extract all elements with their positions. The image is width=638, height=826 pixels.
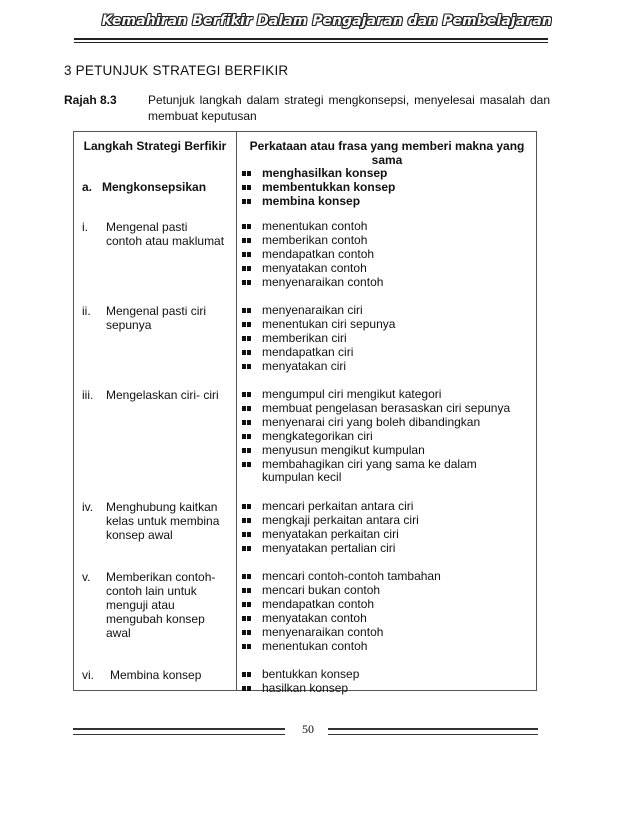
bullet-icon — [242, 322, 251, 328]
bullet-icon — [242, 336, 251, 342]
phrase-item — [242, 360, 395, 374]
phrase-item — [242, 570, 441, 584]
page-number: 50 — [302, 722, 314, 736]
bullet-icon — [242, 392, 251, 398]
step-text: Membina konsep — [110, 668, 202, 682]
phrase-item — [242, 332, 395, 346]
step-number: iii. — [82, 388, 94, 402]
phrase-item — [242, 181, 395, 195]
phrase-item — [242, 612, 441, 626]
bullet-icon — [242, 185, 251, 191]
bullet-icon — [242, 266, 251, 272]
step-number: vi. — [82, 668, 94, 682]
phrase-text: menghasilkan konsep — [262, 166, 388, 180]
phrase-item — [242, 626, 441, 640]
phrase-item — [242, 598, 441, 612]
phrase-item — [242, 584, 441, 598]
phrase-item — [242, 304, 395, 318]
phrase-text: menyatakan contoh — [262, 610, 367, 625]
phrase-item — [242, 682, 359, 696]
bullet-icon — [242, 616, 251, 622]
phrase-list — [242, 304, 395, 374]
figure-caption-text: Petunjuk langkah dalam strategi mengkonsepsi, menyelesai masalah dan membuat keputusan — [148, 93, 550, 123]
bullet-icon — [242, 504, 251, 510]
phrase-item — [242, 388, 510, 402]
phrase-text: membahagikan ciri yang sama ke dalam kumpulan kecil — [262, 456, 477, 485]
phrase-text: menyatakan pertalian ciri — [262, 540, 396, 555]
phrase-text: menyatakan ciri — [262, 358, 347, 373]
phrase-text: menentukan contoh — [262, 219, 368, 233]
bullet-icon — [242, 224, 251, 230]
section-heading: 3 PETUNJUK STRATEGI BERFIKIR — [64, 63, 289, 78]
bullet-icon — [242, 364, 251, 370]
phrase-text: mencari perkaitan antara ciri — [262, 499, 414, 513]
phrase-item — [242, 430, 510, 444]
bullet-icon — [242, 448, 251, 454]
phrase-item — [242, 262, 383, 276]
phrase-item — [242, 444, 510, 458]
phrase-text: menyenaraikan contoh — [262, 274, 384, 289]
bullet-icon — [242, 171, 251, 177]
header-rule — [74, 38, 548, 40]
phrase-item — [242, 528, 419, 542]
phrase-item — [242, 402, 510, 416]
step-text: Mengelaskan ciri- ciri — [106, 388, 219, 402]
bullet-icon — [242, 588, 251, 594]
phrase-text: menentukan contoh — [262, 638, 368, 653]
bullet-icon — [242, 630, 251, 636]
phrase-item — [242, 220, 383, 234]
bullet-icon — [242, 532, 251, 538]
step-text: Memberikan contoh-contoh lain untuk menguji atau mengubah konsep awal — [106, 570, 216, 640]
phrase-text: hasilkan konsep — [262, 680, 349, 695]
bullet-icon — [242, 420, 251, 426]
bullet-icon — [242, 238, 251, 244]
bullet-icon — [242, 462, 251, 468]
phrase-item — [242, 195, 395, 209]
phrase-text: mendapatkan ciri — [262, 344, 354, 359]
phrase-text: mengkaji perkaitan antara ciri — [262, 512, 419, 527]
phrase-item — [242, 668, 359, 682]
phrase-item — [242, 458, 492, 486]
phrase-list — [242, 668, 359, 696]
column-divider — [236, 132, 237, 690]
phrase-item — [242, 248, 383, 262]
bullet-icon — [242, 280, 251, 286]
column-header-steps: Langkah Strategi Berfikir — [83, 139, 227, 153]
step-number: ii. — [82, 304, 91, 318]
phrase-item — [242, 542, 419, 556]
phrase-item — [242, 500, 419, 514]
step-text: Mengkonsepsikan — [102, 180, 207, 194]
phrase-text: menyenarai ciri yang boleh dibandingkan — [262, 414, 481, 429]
bullet-icon — [242, 406, 251, 412]
bullet-icon — [242, 350, 251, 356]
phrase-text: menyenaraikan contoh — [262, 624, 384, 639]
step-number: a. — [82, 180, 93, 194]
step-text: Menghubung kaitkan kelas untuk membina konsep awal — [106, 500, 220, 542]
phrase-list — [242, 388, 510, 485]
bullet-icon — [242, 644, 251, 650]
bullet-icon — [242, 308, 251, 314]
phrase-text: menyatakan perkaitan ciri — [262, 526, 399, 541]
phrase-text: menyatakan contoh — [262, 260, 367, 275]
phrase-text: menentukan ciri sepunya — [262, 316, 396, 331]
phrase-text: membentukkan konsep — [262, 179, 396, 194]
phrase-text: membuat pengelasan berasaskan ciri sepunya — [262, 400, 511, 415]
step-number: iv. — [82, 500, 94, 514]
phrase-text: menyusun mengikut kumpulan — [262, 442, 425, 457]
phrase-text: mengkategorikan ciri — [262, 428, 373, 443]
step-number: v. — [82, 570, 91, 584]
phrase-text: mendapatkan contoh — [262, 246, 375, 261]
strategy-table — [73, 131, 537, 695]
phrase-item — [242, 640, 441, 654]
bullet-icon — [242, 252, 251, 258]
step-number: i. — [82, 220, 88, 234]
step-text: Mengenal pasti ciri sepunya — [106, 304, 207, 332]
figure-label: Rajah 8.3 — [64, 93, 117, 107]
phrase-list — [242, 167, 395, 209]
header-rule-thin — [74, 42, 548, 43]
running-header-title: Kemahiran Berfikir Dalam Pengajaran dan Pembelajaran — [101, 13, 552, 29]
phrase-item — [242, 234, 383, 248]
phrase-text: menyenaraikan ciri — [262, 303, 363, 317]
phrase-text: bentukkan konsep — [262, 667, 360, 681]
phrase-item — [242, 167, 395, 181]
phrase-item — [242, 514, 419, 528]
phrase-item — [242, 318, 395, 332]
phrase-text: mencari contoh-contoh tambahan — [262, 569, 441, 583]
phrase-item — [242, 276, 383, 290]
bullet-icon — [242, 434, 251, 440]
footer-rule-left — [73, 728, 285, 735]
column-header-phrases: Perkataan atau frasa yang memberi makna yang sama — [249, 139, 525, 167]
phrase-text: mendapatkan contoh — [262, 596, 375, 611]
bullet-icon — [242, 672, 251, 678]
phrase-list — [242, 500, 419, 556]
phrase-text: membina konsep — [262, 193, 361, 208]
bullet-icon — [242, 518, 251, 524]
phrase-list — [242, 220, 383, 290]
step-text: Mengenal pasti contoh atau maklumat — [106, 220, 225, 248]
phrase-text: memberikan contoh — [262, 232, 368, 247]
bullet-icon — [242, 574, 251, 580]
phrase-text: memberikan ciri — [262, 330, 347, 345]
phrase-item — [242, 346, 395, 360]
bullet-icon — [242, 546, 251, 552]
bullet-icon — [242, 686, 251, 692]
footer-rule-right — [328, 728, 538, 735]
phrase-text: mengumpul ciri mengikut kategori — [262, 387, 442, 401]
phrase-text: mencari bukan contoh — [262, 582, 381, 597]
phrase-list — [242, 570, 441, 653]
bullet-icon — [242, 602, 251, 608]
phrase-item — [242, 416, 510, 430]
bullet-icon — [242, 199, 251, 205]
